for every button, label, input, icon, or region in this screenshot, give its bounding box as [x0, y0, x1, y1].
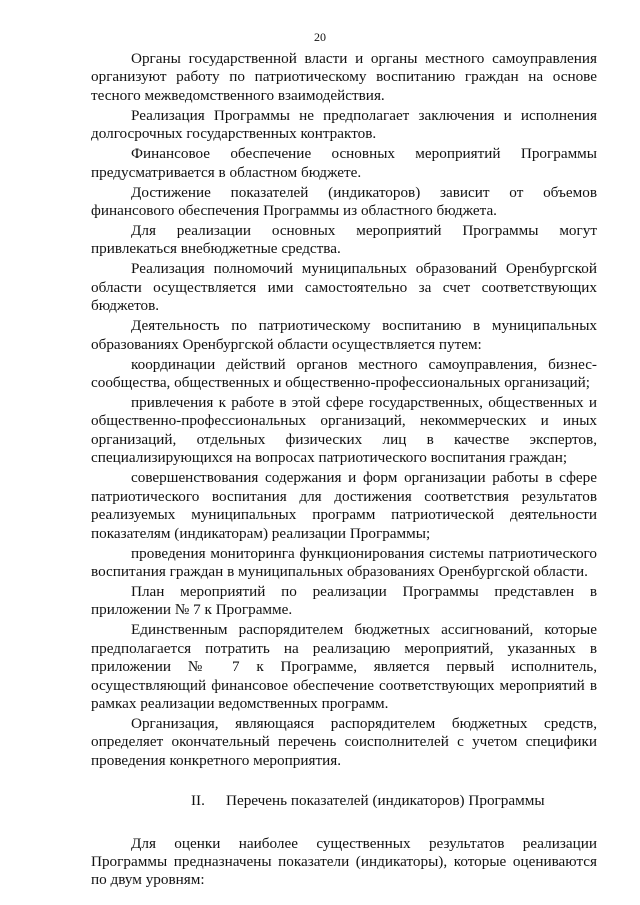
list-item: привлечения к работе в этой сфере государственных, общественных и общественно-профессиональных организаций, некоммерческих и иных организаций, отдельных физических лиц в качестве экспертов, специализирующихся на вопросах патриотического воспитания граждан;	[91, 394, 597, 467]
paragraph: Органы государственной власти и органы местного самоуправления организуют работу по патриотическому воспитанию граждан на основе тесного межведомственного взаимодействия.	[91, 50, 597, 104]
paragraph: Деятельность по патриотическому воспитанию в муниципальных образованиях Оренбургской области осуществляется путем:	[91, 317, 597, 353]
page-number: 20	[314, 30, 326, 44]
section-heading	[91, 792, 597, 810]
paragraph: Единственным распорядителем бюджетных ассигнований, которые предполагается потратить на реализацию мероприятий, указанных в приложении № 7 к Программе, является первый исполнитель, осуществляющий финансовое обеспечение соответствующих мероприятий в рамках реализации ведомственных программ.	[91, 621, 597, 712]
list-item: координации действий органов местного самоуправления, бизнес-сообщества, общественных и общественно-профессиональных организаций;	[91, 355, 597, 392]
list-item: совершенствования содержания и форм организации работы в сфере патриотического воспитания для достижения соответствия результатов реализуемых муниципальных программ патриотической деятельности показателям (индикаторам) реализации Программы;	[91, 469, 597, 542]
document-body	[91, 50, 597, 891]
paragraph: Организация, являющаяся распорядителем бюджетных средств, определяет окончательный перечень соисполнителей с учетом специфики проведения конкретного мероприятия.	[91, 714, 597, 769]
paragraph: Для оценки наиболее существенных результатов реализации Программы предназначены показатели (индикаторы), которые оцениваются по двум уровням:	[91, 834, 597, 889]
paragraph: Финансовое обеспечение основных мероприятий Программы предусматривается в областном бюджете.	[91, 145, 597, 181]
section-number: II.	[191, 792, 205, 810]
paragraph: Достижение показателей (индикаторов) зависит от объемов финансового обеспечения Программы из областного бюджета.	[91, 183, 597, 220]
paragraph: Реализация полномочий муниципальных образований Оренбургской области осуществляется ими самостоятельно за счет соответствующих бюджетов.	[91, 260, 597, 315]
paragraph: План мероприятий по реализации Программы представлен в приложении № 7 к Программе.	[91, 582, 597, 619]
section-title: Перечень показателей (индикаторов) Программы	[226, 792, 545, 810]
paragraph: Для реализации основных мероприятий Программы могут привлекаться внебюджетные средства.	[91, 222, 597, 258]
paragraph: Реализация Программы не предполагает заключения и исполнения долгосрочных государственных контрактов.	[91, 106, 597, 143]
list-item: проведения мониторинга функционирования системы патриотического воспитания граждан в муниципальных образованиях Оренбургской области.	[91, 544, 597, 580]
